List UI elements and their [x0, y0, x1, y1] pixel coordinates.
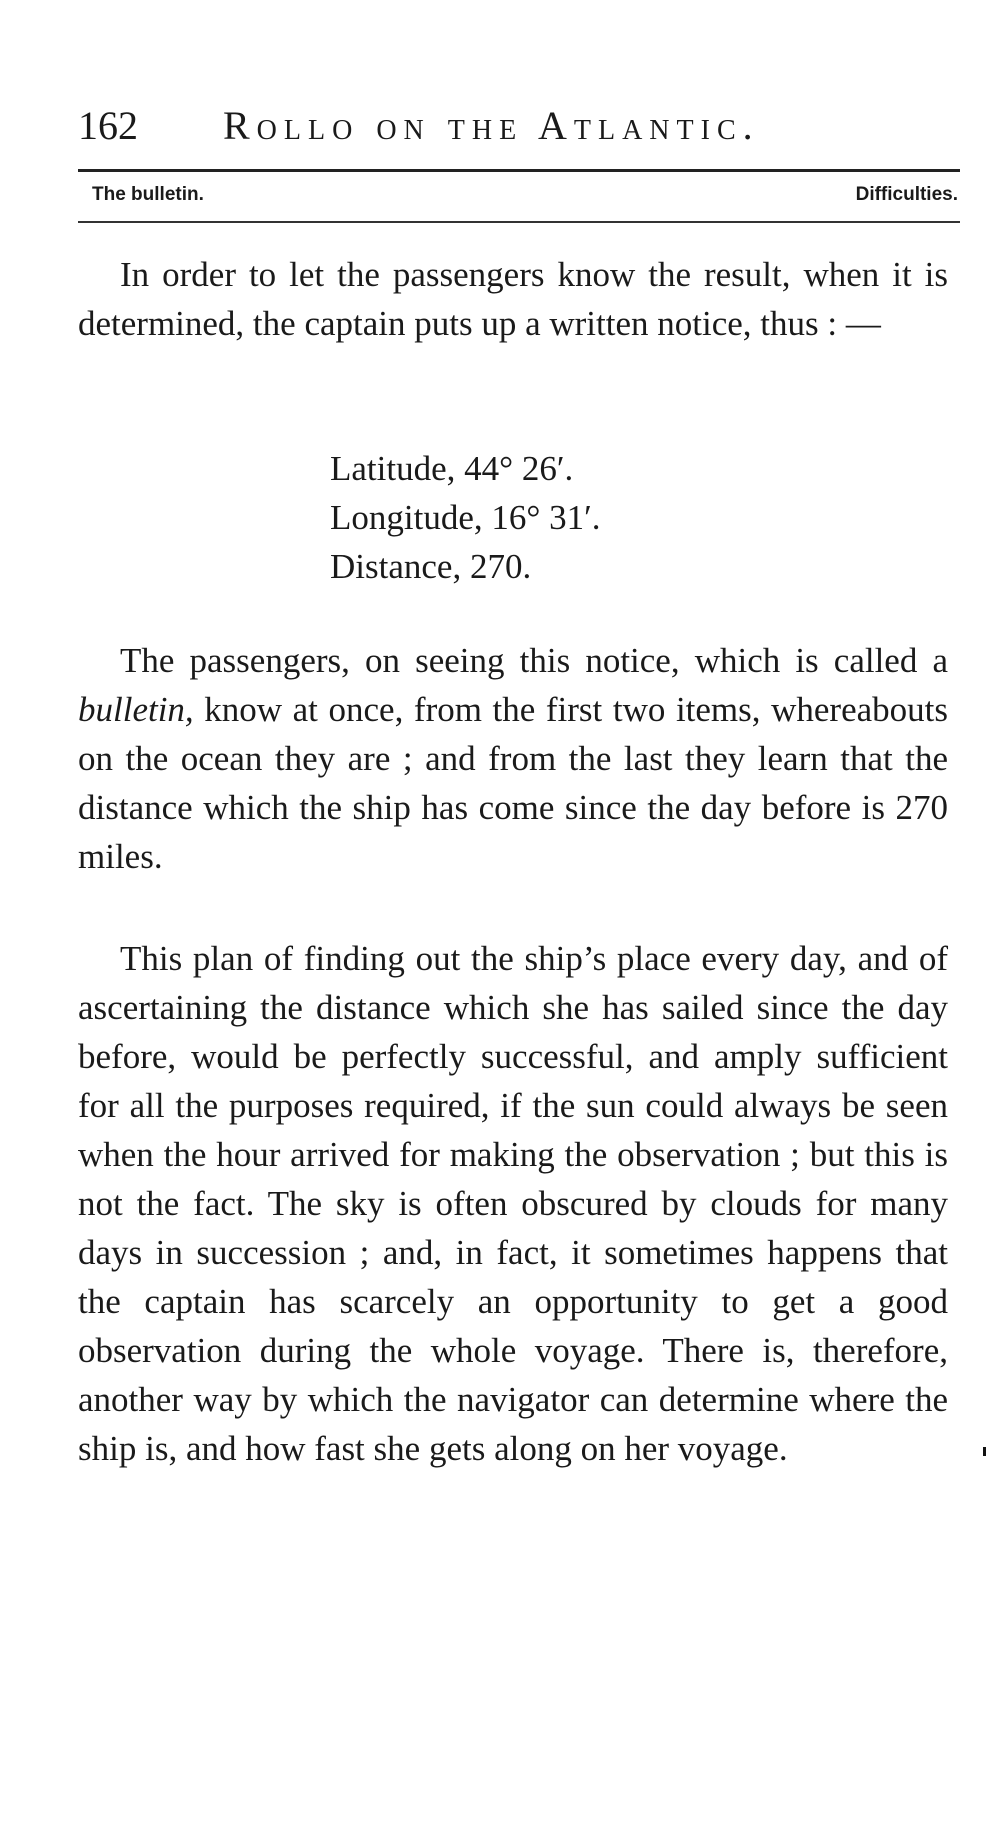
- paragraph-bulletin-lead: The passengers, on seeing this notice, which is called a: [120, 641, 948, 680]
- paragraph-bulletin-rest: know at once, from the first two items, whereabouts on the ocean they are ; and from the last they learn that the distance which the ship has come since the day before is 270 miles.: [78, 690, 948, 876]
- side-heading-left: The bulletin.: [92, 184, 204, 205]
- bulletin-notice: [330, 444, 601, 591]
- bulletin-term: bulletin,: [78, 690, 194, 729]
- paragraph-notice-intro: In order to let the passengers know the result, when it is determined, the captain puts up a written notice, thus : —: [78, 255, 948, 343]
- notice-distance: Distance, 270.: [330, 547, 532, 586]
- notice-latitude: Latitude, 44° 26′.: [330, 449, 574, 488]
- notice-longitude: Longitude, 16° 31′.: [330, 498, 601, 537]
- running-title: Rollo on the Atlantic.: [223, 103, 760, 148]
- paragraph-difficulties: This plan of finding out the ship’s place every day, and of ascertaining the distance which she has sailed since the day before, would be perfectly successful, and amply sufficient for all the purposes required, if the sun could always be seen when the hour arrived for making the observation ; but this is not the fact. The sky is often obscured by clouds for many days in succession ; and, in fact, it sometimes happens that the captain has scarcely an opportunity to get a good observation during the whole voyage. There is, therefore, another way by which the navigator can determine where the ship is, and how fast she gets along on her voyage.: [78, 939, 948, 1468]
- paragraph-bulletin: [78, 636, 948, 881]
- page-header: [78, 102, 958, 152]
- side-heading-right: Difficulties.: [855, 184, 958, 205]
- margin-speck: [983, 1447, 986, 1456]
- page-number: 162: [78, 103, 138, 148]
- header-rule-top: [78, 169, 960, 172]
- header-rule-bottom: [78, 221, 960, 223]
